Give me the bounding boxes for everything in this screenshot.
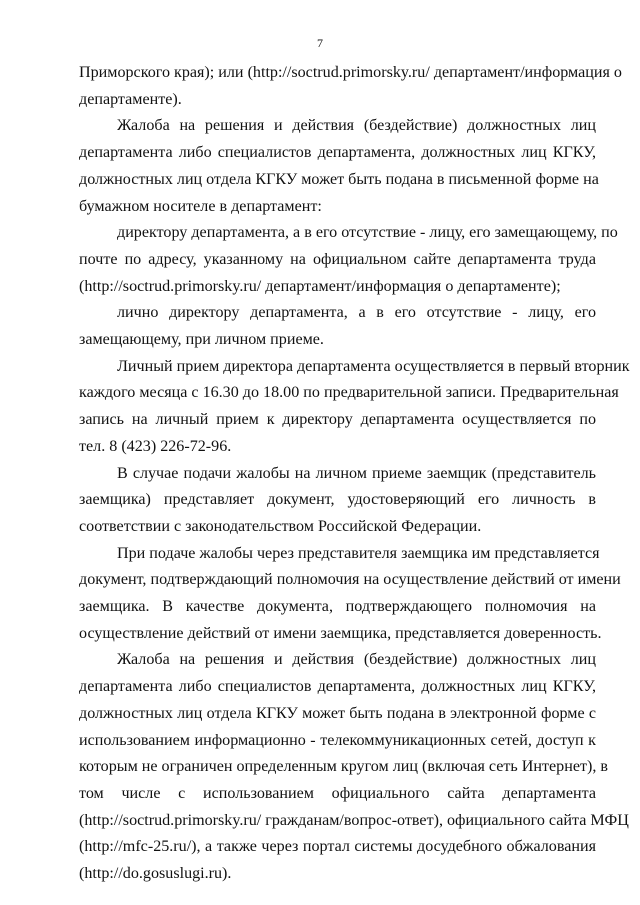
text-line: директору департамента, а в его отсутствие - лицу, его замещающему, по (117, 224, 618, 242)
text-line: осуществление действий от имени заемщика, представляется доверенность. (79, 624, 602, 642)
text-line: Жалоба на решения и действия (бездействие) должностных лиц (117, 651, 596, 669)
text-line: При подаче жалобы через представителя заемщика им представляется (117, 544, 600, 562)
text-line: соответствии с законодательством Российской Федерации. (79, 517, 482, 535)
body-text (79, 60, 630, 888)
text-line: документ, подтверждающий полномочия на осуществление действий от имени (79, 571, 621, 589)
text-line: каждого месяца с 16.30 до 18.00 по предварительной записи. Предварительная (79, 384, 619, 402)
text-line: Жалоба на решения и действия (бездействие) должностных лиц (117, 117, 596, 135)
text-line: должностных лиц отдела КГКУ может быть подана в электронной форме с (79, 704, 596, 722)
text-line: (http://mfc-25.ru/), а также через портал системы досудебного обжалования (79, 838, 596, 856)
text-line: В случае подачи жалобы на личном приеме заемщик (представитель (117, 464, 596, 482)
text-line: Личный прием директора департамента осуществляется в первый вторник (117, 357, 630, 375)
text-line: почте по адресу, указанному на официальном сайте департамента труда (79, 250, 596, 268)
text-line: тел. 8 (423) 226-72-96. (79, 437, 232, 455)
text-line: бумажном носителе в департамент: (79, 197, 322, 215)
text-line: департаменте). (79, 90, 182, 108)
text-line: заемщика. В качестве документа, подтверждающего полномочия на (79, 598, 596, 616)
text-line: которым не ограничен определенным кругом лиц (включая сеть Интернет), в (79, 758, 609, 776)
text-line: департамента либо специалистов департамента, должностных лиц КГКУ, (79, 144, 596, 162)
page-number: 7 (317, 36, 323, 50)
text-line: должностных лиц отдела КГКУ может быть подана в письменной форме на (79, 170, 599, 188)
text-line: том числе с использованием официального сайта департамента (79, 784, 596, 802)
text-line: Приморского края); или (http://soctrud.primorsky.ru/ департамент/информация о (79, 64, 622, 81)
text-line: (http://soctrud.primorsky.ru/ гражданам/вопрос-ответ), официального сайта МФЦ (79, 811, 629, 829)
text-line: (http://soctrud.primorsky.ru/ департамент/информация о департаменте); (79, 277, 561, 295)
text-line: лично директору департамента, а в его отсутствие - лицу, его (117, 304, 596, 322)
text-line: заемщика) представляет документ, удостоверяющий его личность в (79, 491, 596, 509)
text-line: департамента либо специалистов департамента, должностных лиц КГКУ, (79, 678, 596, 696)
text-line: использованием информационно - телекоммуникационных сетей, доступ к (79, 731, 596, 749)
text-line: замещающему, при личном приеме. (79, 331, 324, 349)
text-line: запись на личный прием к директору департамента осуществляется по (79, 411, 596, 429)
text-line: (http://do.gosuslugi.ru). (79, 865, 232, 883)
